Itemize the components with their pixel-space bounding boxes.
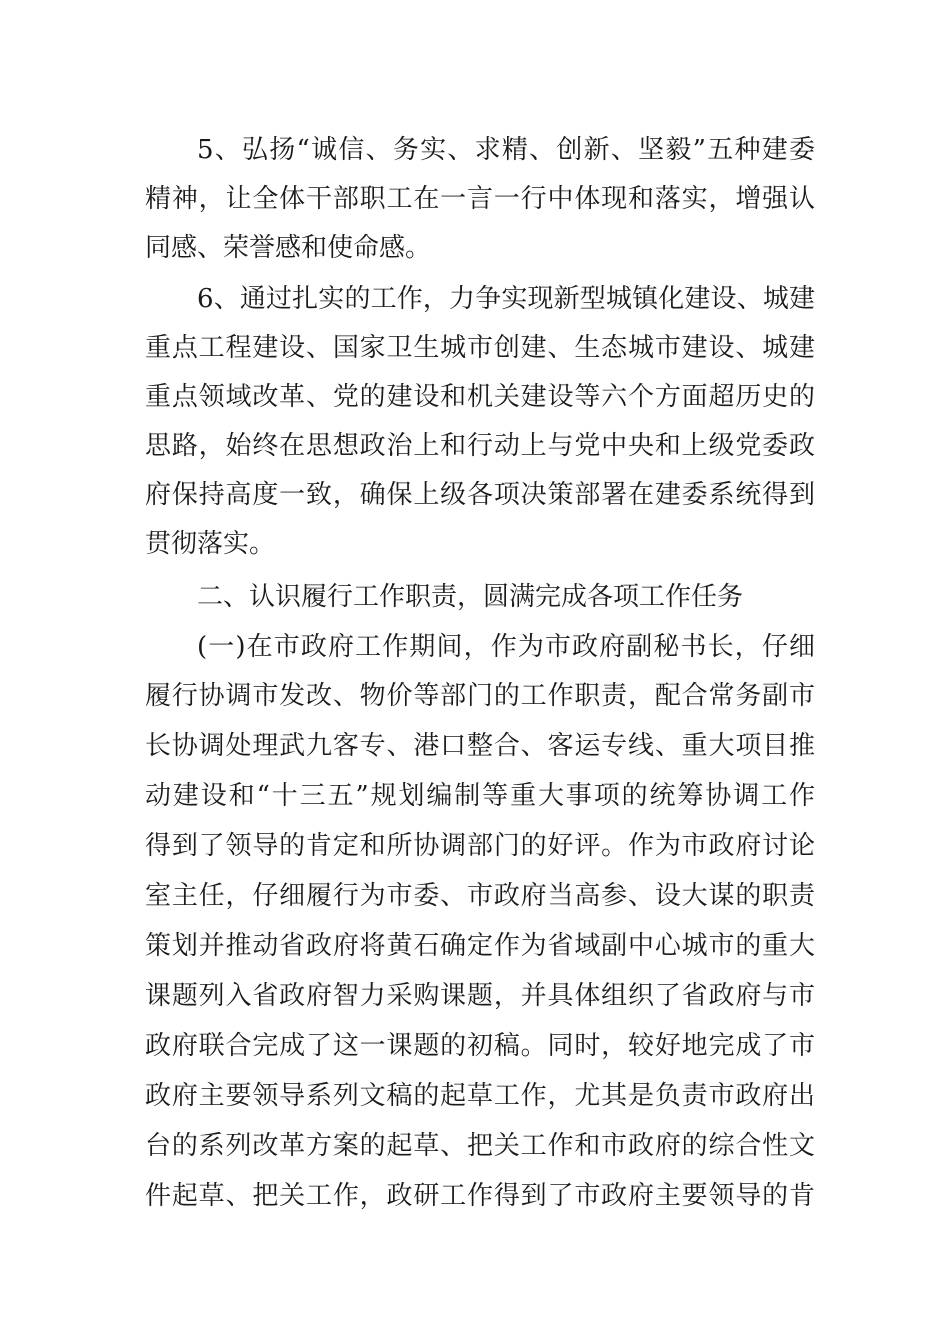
paragraph-6-line-6: 贯彻落实。	[145, 529, 276, 559]
subsection-1-line-1: (一)在市政府工作期间，作为市政府副秘书长，仔细	[197, 632, 815, 662]
subsection-1-line-6: 室主任，仔细履行为市委、市政府当高参、设大谋的职责	[145, 881, 815, 911]
subsection-1-line-5: 得到了领导的肯定和所协调部门的好评。作为市政府讨论	[145, 831, 815, 861]
subsection-1-line-9: 政府联合完成了这一课题的初稿。同时，较好地完成了市	[145, 1031, 815, 1061]
subsection-1-line-8: 课题列入省政府智力采购课题，并具体组织了省政府与市	[145, 981, 815, 1011]
paragraph-5-line-2: 精神，让全体干部职工在一言一行中体现和落实，增强认	[145, 184, 815, 214]
paragraph-5-line-3: 同感、荣誉感和使命感。	[145, 233, 432, 263]
paragraph-6-line-5: 府保持高度一致，确保上级各项决策部署在建委系统得到	[145, 480, 815, 510]
paragraph-6-line-1: 6、通过扎实的工作，力争实现新型城镇化建设、城建	[197, 284, 815, 314]
subsection-1-line-4: 动建设和“十三五”规划编制等重大事项的统筹协调工作	[145, 781, 815, 811]
paragraph-6-line-4: 思路，始终在思想政治上和行动上与党中央和上级党委政	[145, 431, 815, 461]
paragraph-5-line-1: 5、弘扬“诚信、务实、求精、创新、坚毅”五种建委	[197, 135, 815, 165]
subsection-1-line-12: 件起草、把关工作，政研工作得到了市政府主要领导的肯	[145, 1181, 815, 1211]
subsection-1-line-2: 履行协调市发改、物价等部门的工作职责，配合常务副市	[145, 681, 815, 711]
section-heading-2: 二、认识履行工作职责，圆满完成各项工作任务	[197, 582, 744, 612]
subsection-1-line-11: 台的系列改革方案的起草、把关工作和市政府的综合性文	[145, 1131, 815, 1161]
paragraph-6-line-2: 重点工程建设、国家卫生城市创建、生态城市建设、城建	[145, 333, 815, 363]
paragraph-6-line-3: 重点领域改革、党的建设和机关建设等六个方面超历史的	[145, 382, 815, 412]
subsection-1-line-10: 政府主要领导系列文稿的起草工作，尤其是负责市政府出	[145, 1081, 815, 1111]
subsection-1-line-7: 策划并推动省政府将黄石确定作为省域副中心城市的重大	[145, 931, 815, 961]
subsection-1-line-3: 长协调处理武九客专、港口整合、客运专线、重大项目推	[145, 731, 815, 761]
